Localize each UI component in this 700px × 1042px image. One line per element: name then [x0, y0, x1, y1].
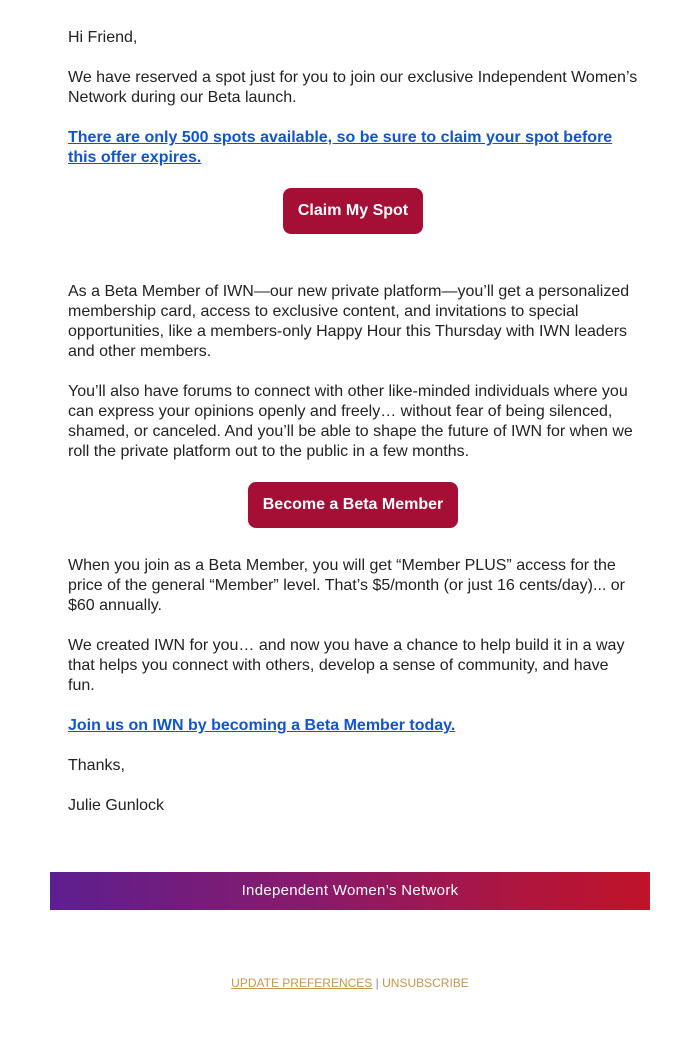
created-paragraph: We created IWN for you… and now you have a chance to help build it in a way that helps you connect with others, develop a sense of community, and have fun. [68, 637, 625, 694]
urgency-paragraph [68, 128, 638, 168]
beta-button-wrapper [68, 482, 638, 556]
unsubscribe-link[interactable]: UNSUBSCRIBE [382, 976, 469, 990]
pricing-paragraph: When you join as a Beta Member, you will get “Member PLUS” access for the price of the general “Member” level. That’s $5/month (or just 16 cents/day)... or $60 annually. [68, 557, 625, 614]
signoff: Thanks, [68, 757, 125, 774]
join-link[interactable]: Join us on IWN by becoming a Beta Member today. [68, 717, 456, 734]
urgency-link[interactable]: There are only 500 spots available, so be sure to claim your spot before this offer expires. [68, 129, 613, 166]
iwn-banner [50, 872, 650, 910]
email-body [68, 28, 638, 836]
signature: Julie Gunlock [68, 797, 165, 814]
banner-text: Independent Women’s Network [241, 882, 459, 899]
email-footer [0, 976, 700, 990]
become-beta-member-button[interactable]: Become a Beta Member [248, 482, 459, 528]
join-paragraph [68, 716, 638, 736]
claim-my-spot-button[interactable]: Claim My Spot [283, 188, 423, 234]
claim-button-wrapper [68, 188, 638, 282]
beta-member-paragraph: As a Beta Member of IWN—our new private platform—you’ll get a personalized membership card, access to exclusive content, and invitations to special opportunities, like a members-only Happy Hour this Thursday with IWN leaders and other members. [68, 283, 630, 360]
intro-paragraph: We have reserved a spot just for you to join our exclusive Independent Women’s Network during our Beta launch. [68, 69, 638, 106]
update-preferences-link[interactable]: UPDATE PREFERENCES [231, 976, 373, 990]
greeting: Hi Friend, [68, 29, 138, 46]
footer-separator: | [375, 976, 379, 990]
forums-paragraph: You’ll also have forums to connect with other like-minded individuals where you can express your opinions openly and freely… without fear of being silenced, shamed, or canceled. And you’ll be able to shape the future of IWN for when we roll the private platform out to the public in a few months. [68, 383, 633, 460]
